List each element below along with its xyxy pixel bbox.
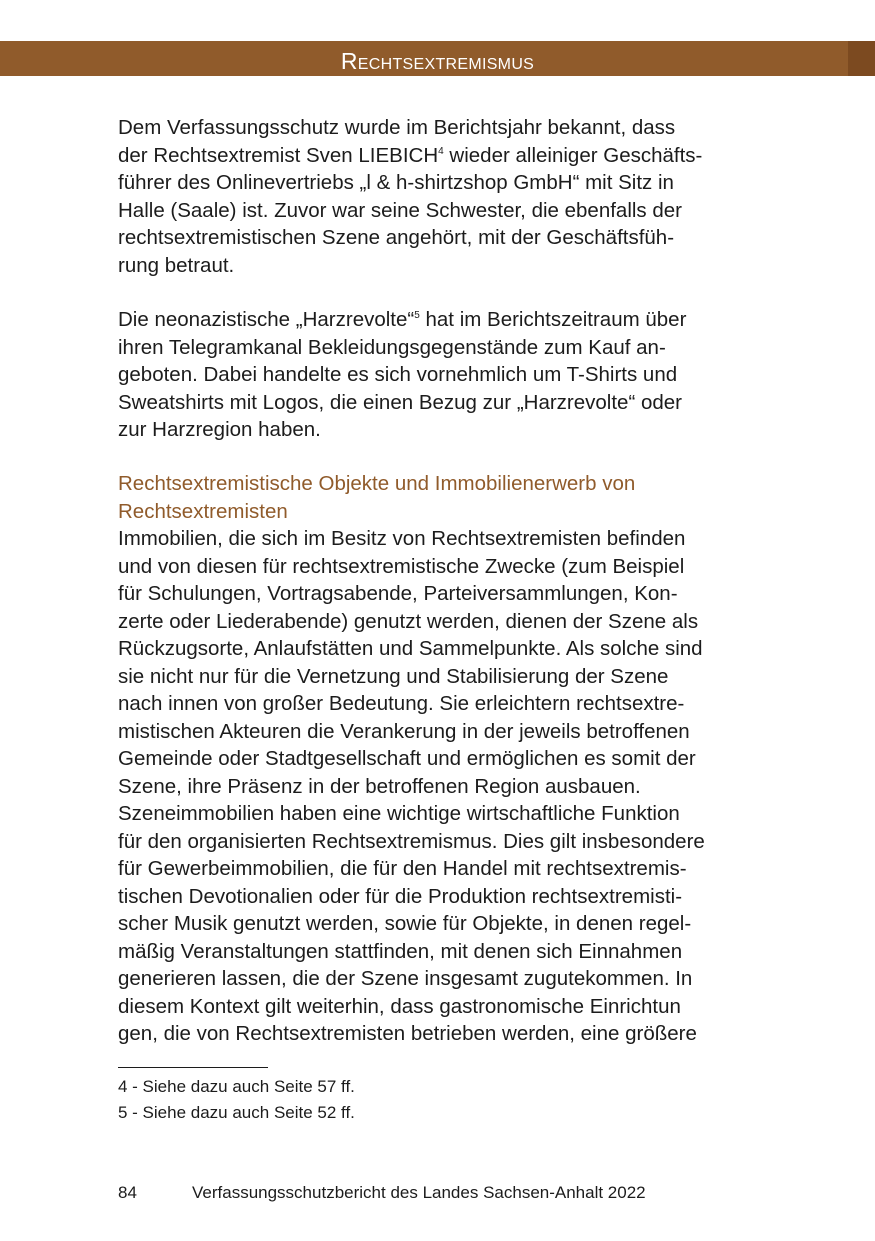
subheading-line: Rechtsextremistische Objekte und Immobilienerwerb von (118, 472, 636, 495)
text-line: gen, die von Rechtsextremisten betrieben werden, eine größere (118, 1022, 697, 1045)
text-line: Gemeinde oder Stadtgesellschaft und ermöglichen es somit der (118, 747, 696, 770)
text-line: mäßig Veranstaltungen stattfinden, mit denen sich Einnahmen (118, 939, 683, 963)
text-line: tischen Devotionalien oder für die Produktion rechtsextremisti- (118, 884, 683, 908)
text-line: zerte oder Liederabende) genutzt werden, dienen der Szene als (118, 609, 699, 633)
footnote-ref: 4 (438, 145, 444, 157)
text-line: rung betraut. (118, 253, 235, 277)
text-line: diesem Kontext gilt weiterhin, dass gastronomische Einrichtun (118, 994, 681, 1018)
text-line: zur Harzregion haben. (118, 418, 321, 441)
text-segment: Die neonazistische „Harzrevolte“ (118, 308, 415, 331)
footnote-ref: 5 (414, 310, 420, 321)
text-line: mistischen Akteuren die Verankerung in der jeweils betroffenen (118, 719, 690, 743)
footnote-divider (118, 1067, 268, 1068)
text-line: für Gewerbeimmobilien, die für den Handel mit rechtsextremis- (118, 857, 687, 880)
text-line: für Schulungen, Vortragsabende, Parteiversammlungen, Kon- (118, 582, 678, 605)
text-line: Szene, ihre Präsenz in der betroffenen Region ausbauen. (118, 774, 641, 798)
footnote-4: 4 - Siehe dazu auch Seite 57 ff. (118, 1077, 355, 1096)
text-line: führer des Onlinevertriebs „l & h-shirtzshop GmbH“ mit Sitz in (118, 171, 674, 194)
text-line (118, 306, 686, 334)
text-line: und von diesen für rechtsextremistische Zwecke (zum Beispiel (118, 554, 685, 578)
text-line: sie nicht nur für die Vernetzung und Stabilisierung der Szene (118, 664, 669, 688)
footnote-5: 5 - Siehe dazu auch Seite 52 ff. (118, 1103, 355, 1122)
text-line: Szeneimmobilien haben eine wichtige wirtschaftliche Funktion (118, 802, 680, 825)
text-line: Halle (Saale) ist. Zuvor war seine Schwester, die ebenfalls der (118, 198, 683, 222)
text-segment: der Rechtsextremist Sven LIEBICH (118, 143, 439, 167)
text-line: Rückzugsorte, Anlaufstätten und Sammelpunkte. Als solche sind (118, 637, 703, 660)
section-title: Rechtsextremismus (340, 48, 535, 74)
running-footer: Verfassungsschutzbericht des Landes Sachsen-Anhalt 2022 (192, 1183, 646, 1202)
text-line: ihren Telegramkanal Bekleidungsgegenstände zum Kauf an- (118, 335, 666, 359)
page-number: 84 (118, 1183, 137, 1202)
subheading-line: Rechtsextremisten (118, 499, 288, 523)
text-line: generieren lassen, die der Szene insgesamt zugutekommen. In (118, 967, 693, 990)
text-line: rechtsextremistischen Szene angehört, mit der Geschäftsfüh- (118, 226, 675, 249)
text-line: für den organisierten Rechtsextremismus. Dies gilt insbesondere (118, 829, 705, 853)
text-segment: hat im Berichtszeitraum über (425, 308, 687, 331)
text-line: scher Musik genutzt werden, sowie für Objekte, in denen regel- (118, 912, 692, 935)
text-line (118, 142, 702, 170)
text-line: Immobilien, die sich im Besitz von Rechtsextremisten befinden (118, 527, 686, 550)
text-line: nach innen von großer Bedeutung. Sie erleichtern rechtsextre- (118, 692, 685, 715)
text-line: Dem Verfassungsschutz wurde im Berichtsjahr bekannt, dass (118, 116, 676, 139)
text-segment: wieder alleiniger Geschäfts- (449, 143, 703, 167)
text-line: geboten. Dabei handelte es sich vornehmlich um T-Shirts und (118, 363, 678, 386)
text-line: Sweatshirts mit Logos, die einen Bezug zur „Harzrevolte“ oder (118, 390, 683, 414)
